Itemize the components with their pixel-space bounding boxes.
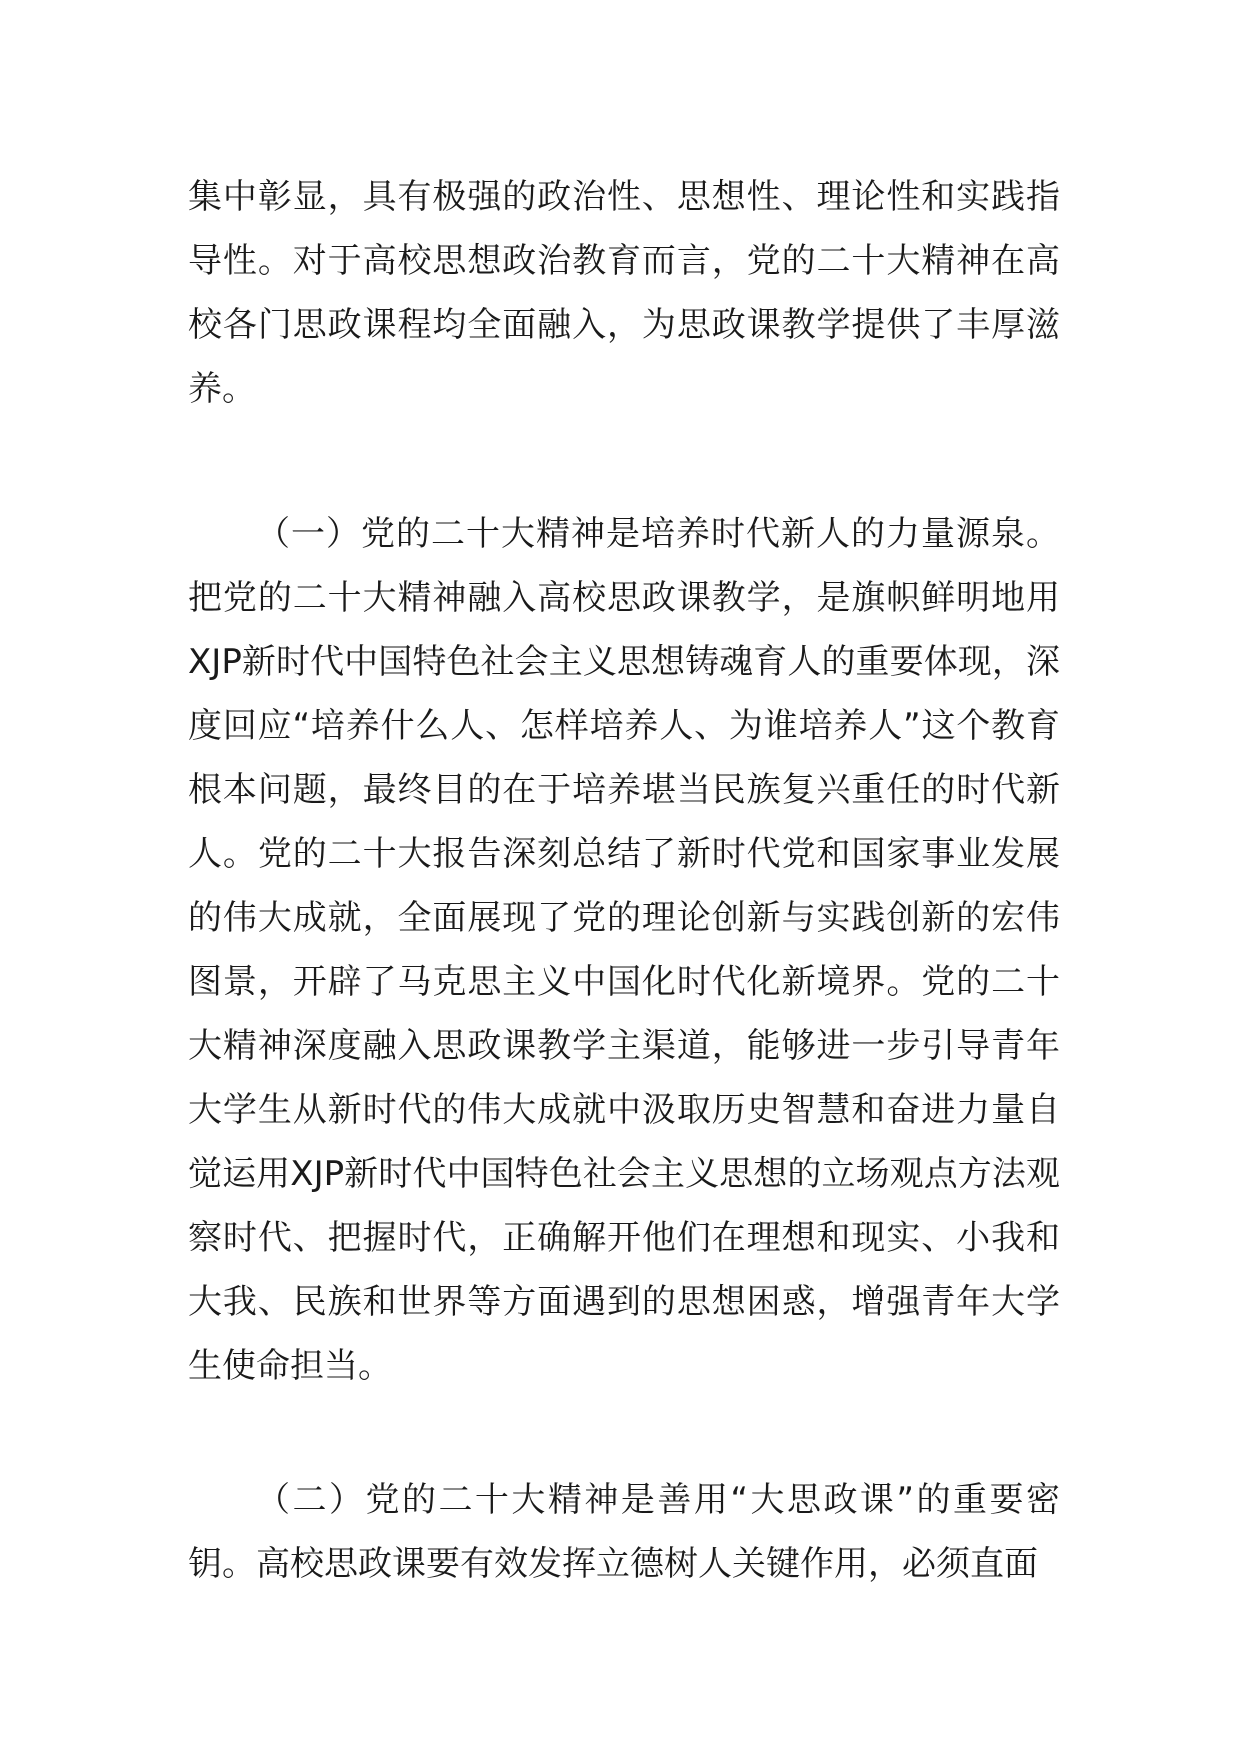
body-paragraph-3: （二）党的二十大精神是善用“大思政课”的重要密钥。高校思政课要有效发挥立德树人关键作用，必须直面 bbox=[188, 1480, 1060, 1584]
body-paragraph-2: （一）党的二十大精神是培养时代新人的力量源泉。把党的二十大精神融入高校思政课教学，是旗帜鲜明地用XJP新时代中国特色社会主义思想铸魂育人的重要体现，深度回应“培养什么人、怎样培养人、为谁培养人”这个教育根本问题，最终目的在于培养堪当民族复兴重任的时代新人。党的二十大报告深刻总结了新时代党和国家事业发展的伟大成就，全面展现了党的理论创新与实践创新的宏伟图景，开辟了马克思主义中国化时代化新境界。党的二十大精神深度融入思政课教学主渠道，能够进一步引导青年大学生从新时代的伟大成就中汲取历史智慧和奋进力量自觉运用XJP新时代中国特色社会主义思想的立场观点方法观察时代、把握时代，正确解开他们在理想和现实、小我和大我、民族和世界等方面遇到的思想困惑，增强青年大学生使命担当。 bbox=[188, 514, 1060, 1386]
body-paragraph-1: 集中彰显，具有极强的政治性、思想性、理论性和实践指导性。对于高校思想政治教育而言，党的二十大精神在高校各门思政课程均全面融入，为思政课教学提供了丰厚滋养。 bbox=[188, 177, 1060, 409]
